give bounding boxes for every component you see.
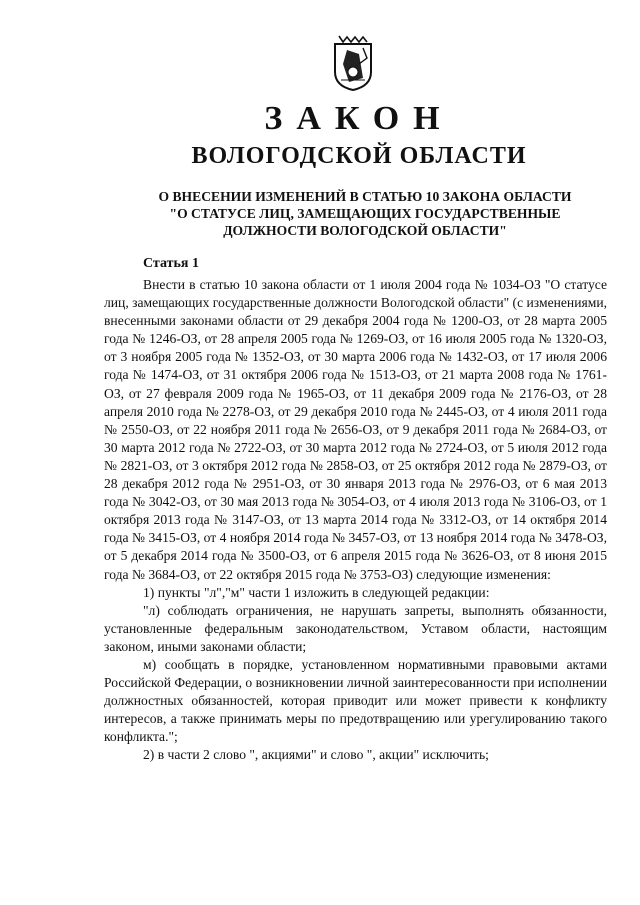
article-paragraph: Внести в статью 10 закона области от 1 июля 2004 года № 1034-ОЗ "О статусе лиц, замещающих государственные должности Вологодской области" (с изменениями, внесенными законами области от 29 декабря 2004 года № 1200-ОЗ, от 28 марта 2005 года № 1246-ОЗ, от 28 апреля 2005 года № 1269-ОЗ, от 16 июля 2005 года № 1320-ОЗ, от 3 ноября 2005 года № 1352-ОЗ, от 30 марта 2006 года № 1432-ОЗ, от 17 июля 2006 года № 1474-ОЗ, от 31 октября 2006 года № 1513-ОЗ, от 21 марта 2008 года № 1761-ОЗ, от 27 февраля 2009 года № 1965-ОЗ, от 11 декабря 2009 года № 2176-ОЗ, от 28 апреля 2010 года № 2278-ОЗ, от 29 декабря 2010 года № 2445-ОЗ, от 4 июля 2011 года № 2550-ОЗ, от 22 ноября 2011 года № 2656-ОЗ, от 9 декабря 2011 года № 2684-ОЗ, от 30 марта 2012 года № 2722-ОЗ, от 30 марта 2012 года № 2724-ОЗ, от 5 июля 2012 года № 2821-ОЗ, от 3 октября 2012 года № 2858-ОЗ, от 25 октября 2012 года № 2879-ОЗ, от 28 декабря 2012 года № 2951-ОЗ, от 30 января 2013 года № 2976-ОЗ, от 6 мая 2013 года № 3042-ОЗ, от 30 мая 2013 года № 3054-ОЗ, от 4 июля 2013 года № 3106-ОЗ, от 1 октября 2013 года № 3147-ОЗ, от 13 марта 2014 года № 3312-ОЗ, от 14 октября 2014 года № 3415-ОЗ, от 4 ноября 2014 года № 3457-ОЗ, от 13 ноября 2014 года № 3478-ОЗ, от 5 декабря 2014 года № 3500-ОЗ, от 6 апреля 2015 года № 3626-ОЗ, от 8 июня 2015 года № 3684-ОЗ, от 22 октября 2015 года № 3753-ОЗ) следующие изменения: [104, 277, 607, 582]
article-paragraph: м) сообщать в порядке, установленном нормативными правовыми актами Российской Федерации, о возникновении личной заинтересованности при исполнении должностных обязанностей, которая приводит или может привести к конфликту интересов, а также принимать меры по предотвращению или урегулированию такого конфликта."; [104, 656, 607, 745]
article-paragraph: 2) в части 2 слово ", акциями" и слово ", акции" исключить; [143, 747, 489, 763]
law-title-line: ДОЛЖНОСТИ ВОЛОГОДСКОЙ ОБЛАСТИ" [223, 223, 507, 238]
law-title-line: О ВНЕСЕНИИ ИЗМЕНЕНИЙ В СТАТЬЮ 10 ЗАКОНА ОБЛАСТИ [158, 189, 572, 204]
article-paragraph: 1) пункты "л","м" части 1 изложить в следующей редакции: [143, 584, 490, 600]
law-heading: ЗАКОН [264, 100, 454, 137]
region-heading: ВОЛОГОДСКОЙ ОБЛАСТИ [191, 143, 527, 169]
law-title [130, 188, 600, 239]
article-paragraph: "л) соблюдать ограничения, не нарушать запреты, выполнять обязанности, установленные федеральным законодательством, Уставом области, настоящим законом, иными законами области; [104, 602, 607, 654]
article-heading: Статья 1 [143, 256, 199, 271]
coat-of-arms-emblem [329, 34, 377, 92]
article-body [104, 276, 607, 765]
law-title-line: "О СТАТУСЕ ЛИЦ, ЗАМЕЩАЮЩИХ ГОСУДАРСТВЕННЫЕ [169, 206, 561, 221]
